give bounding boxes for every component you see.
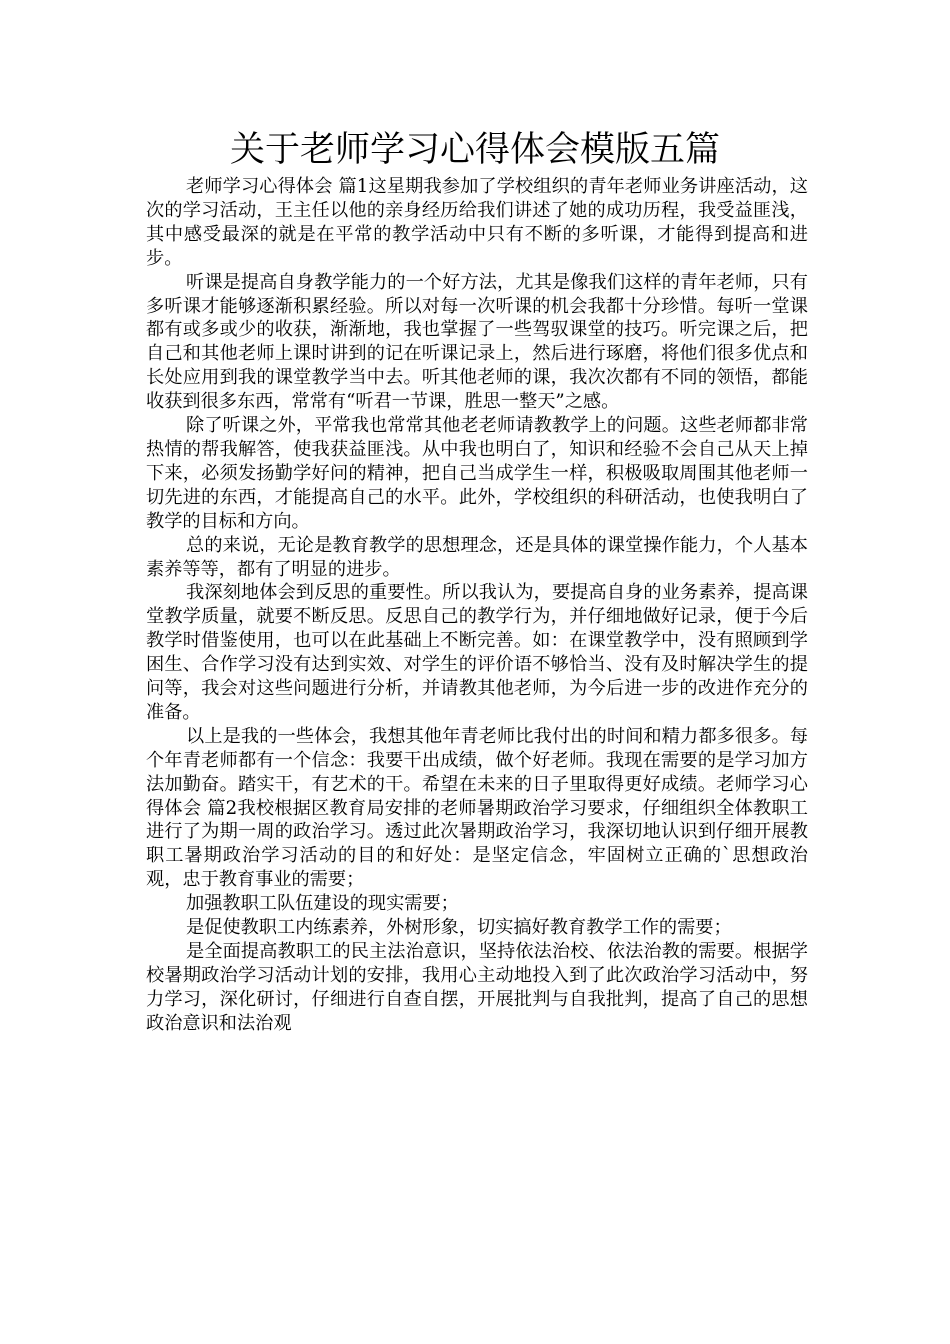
paragraph-8: 是促使教职工内练素养，外树形象，切实搞好教育教学工作的需要； [186,917,732,939]
paragraph-4: 总的来说，无论是教育教学的思想理念，还是具体的课堂操作能力，个人基本素养等等，都有了明显的进步。 [146,534,808,580]
paragraph-3: 除了听课之外，平常我也常常其他老老师请教教学上的问题。这些老师都非常热情的帮我解答，使我获益匪浅。从中我也明白了，知识和经验不会自己从天上掉下来，必须发扬勤学好问的精神，把自己当成学生一样，积极吸取周围其他老师一切先进的东西，才能提高自己的水平。此外，学校组织的科研活动，也使我明白了教学的目标和方向。 [146,415,808,532]
paragraph-2: 听课是提高自身教学能力的一个好方法，尤其是像我们这样的青年老师，只有多听课才能够逐渐积累经验。所以对每一次听课的机会我都十分珍惜。每听一堂课都有或多或少的收获，渐渐地，我也掌握了一些驾驭课堂的技巧。听完课之后，把自己和其他老师上课时讲到的记在听课记录上，然后进行琢磨，将他们很多优点和长处应用到我的课堂教学当中去。听其他老师的课，我次次都有不同的领悟，都能收获到很多东西，常常有“听君一节课，胜思一整天”之感。 [146,271,808,413]
paragraph-1: 老师学习心得体会 篇1这星期我参加了学校组织的青年老师业务讲座活动，这次的学习活动，王主任以他的亲身经历给我们讲述了她的成功历程，我受益匪浅，其中感受最深的就是在平常的教学活动中只有不断的多听课，才能得到提高和进步。 [146,176,808,269]
page-title: 关于老师学习心得体会模版五篇 [229,130,720,170]
paragraph-7: 加强教职工队伍建设的现实需要； [186,893,459,915]
paragraph-5: 我深刻地体会到反思的重要性。所以我认为，要提高自身的业务素养，提高课堂教学质量，就要不断反思。反思自己的教学行为，并仔细地做好记录，便于今后教学时借鉴使用，也可以在此基础上不断完善。如：在课堂教学中，没有照顾到学困生、合作学习没有达到实效、对学生的评价语不够恰当、没有及时解决学生的提问等，我会对这些问题进行分析，并请教其他老师，为今后进一步的改进作充分的准备。 [146,582,808,723]
document-body [146,175,808,1036]
paragraph-6: 以上是我的一些体会，我想其他年青老师比我付出的时间和精力都多很多。每个年青老师都有一个信念：我要干出成绩，做个好老师。我现在需要的是学习加方法加勤奋。踏实干，有艺术的干。希望在未来的日子里取得更好成绩。老师学习心得体会 篇2我校根据区教育局安排的老师暑期政治学习要求，仔细组织全体教职工进行了为期一周的政治学习。透过此次暑期政治学习，我深切地认识到仔细开展教职工暑期政治学习活动的目的和好处：是坚定信念，牢固树立正确的`思想政治观，忠于教育事业的需要； [146,725,808,891]
paragraph-9: 是全面提高教职工的民主法治意识，坚持依法治校、依法治教的需要。根据学校暑期政治学习活动计划的安排，我用心主动地投入到了此次政治学习活动中，努力学习，深化研讨，仔细进行自查自摆，开展批判与自我批判，提高了自己的思想政治意识和法治观 [146,941,808,1034]
